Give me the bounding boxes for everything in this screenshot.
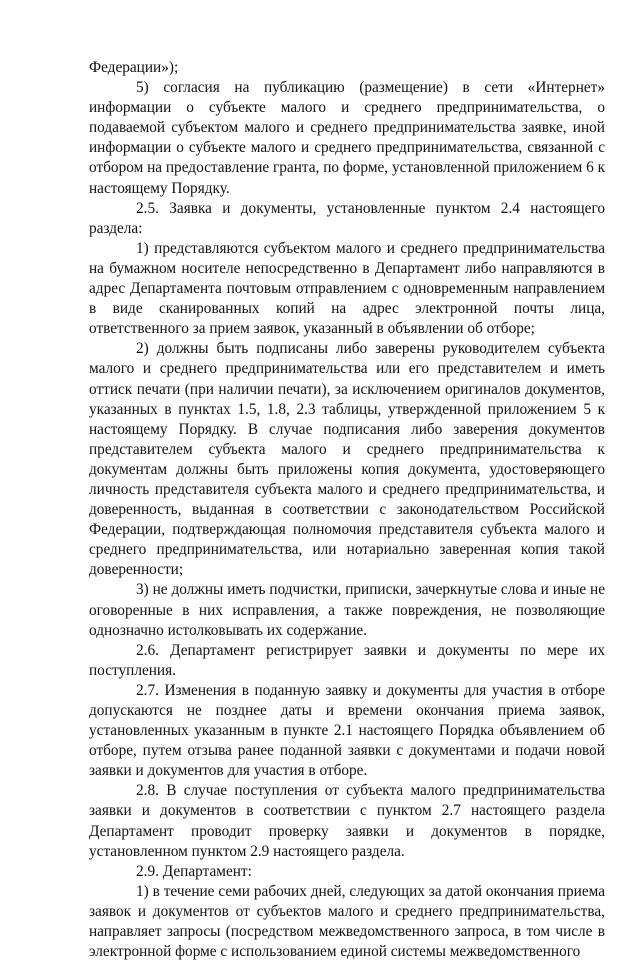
paragraph-item-5-consent: 5) согласия на публикацию (размещение) в сети «Интернет» информации о субъекте малого и среднего предпринимательства, о подаваемой субъектом малого и среднего предпринимательства заявке, иной информации о субъекте малого и среднего предпринимательства, связанной с отбором на предоставление гранта, по форме, установленной приложением 6 к настоящему Порядку. [89,79,606,197]
paragraph-2-5-item-1: 1) представляются субъектом малого и среднего предпринимательства на бумажном носителе непосредственно в Департамент либо направляются в адрес Департамента почтовым отправлением с одновременным направлением в виде сканированных копий на адрес электронной почты лица, ответственного за прием заявок, указанный в объявлении об отборе; [89,239,605,338]
paragraph-2-6: 2.6. Департамент регистрирует заявки и документы по мере их поступления. [89,641,605,679]
paragraph-2-8: 2.8. В случае поступления от субъекта малого предпринимательства заявки и документов в соответствии с пунктом 2.7 настоящего раздела Департамент проводит проверку заявки и документов в порядке, установленном пунктом 2.9 настоящего раздела. [89,782,605,860]
document-page [89,58,605,962]
paragraph-2-5: 2.5. Заявка и документы, установленные пунктом 2.4 настоящего раздела: [89,199,605,237]
paragraph-2-5-item-3: 3) не должны иметь подчистки, приписки, зачеркнутые слова и иные не оговоренные в них исправления, а также повреждения, не позволяющие однозначно истолковывать их содержание. [89,581,605,639]
paragraph-2-9: 2.9. Департамент: [136,862,252,880]
paragraph-federation-end: Федерации»); [89,59,179,76]
paragraph-2-7: 2.7. Изменения в поданную заявку и документы для участия в отборе допускаются не позднее даты и времени окончания приема заявок, установленных указанным в пункте 2.1 настоящего Порядка объявлением об отборе, путем отзыва ранее поданной заявки с документами и подачи новой заявки и документов для участия в отборе. [89,681,605,780]
paragraph-2-9-item-1: 1) в течение семи рабочих дней, следующих за датой окончания приема заявок и документов от субъектов малого и среднего предпринимательства, направляет запросы (посредством межведомственного запроса, в том числе в электронной форме с использованием единой системы межведомственного [89,882,605,961]
paragraph-2-5-item-2: 2) должны быть подписаны либо заверены руководителем субъекта малого и среднего предпринимательства или его представителем и иметь оттиск печати (при наличии печати), за исключением оригиналов документов, указанных в пунктах 1.5, 1.8, 2.3 таблицы, утвержденной приложением 5 к настоящему Порядку. В случае подписания либо заверения документов представителем субъекта малого и среднего предпринимательства к документам должны быть приложены копия документа, удостоверяющего личность представителя субъекта малого и среднего предпринимательства, и доверенность, выданная в соответствии с законодательством Российской Федерации, подтверждающая полномочия представителя субъекта малого и среднего предпринимательства, или нотариально заверенная копия такой доверенности; [89,340,605,579]
